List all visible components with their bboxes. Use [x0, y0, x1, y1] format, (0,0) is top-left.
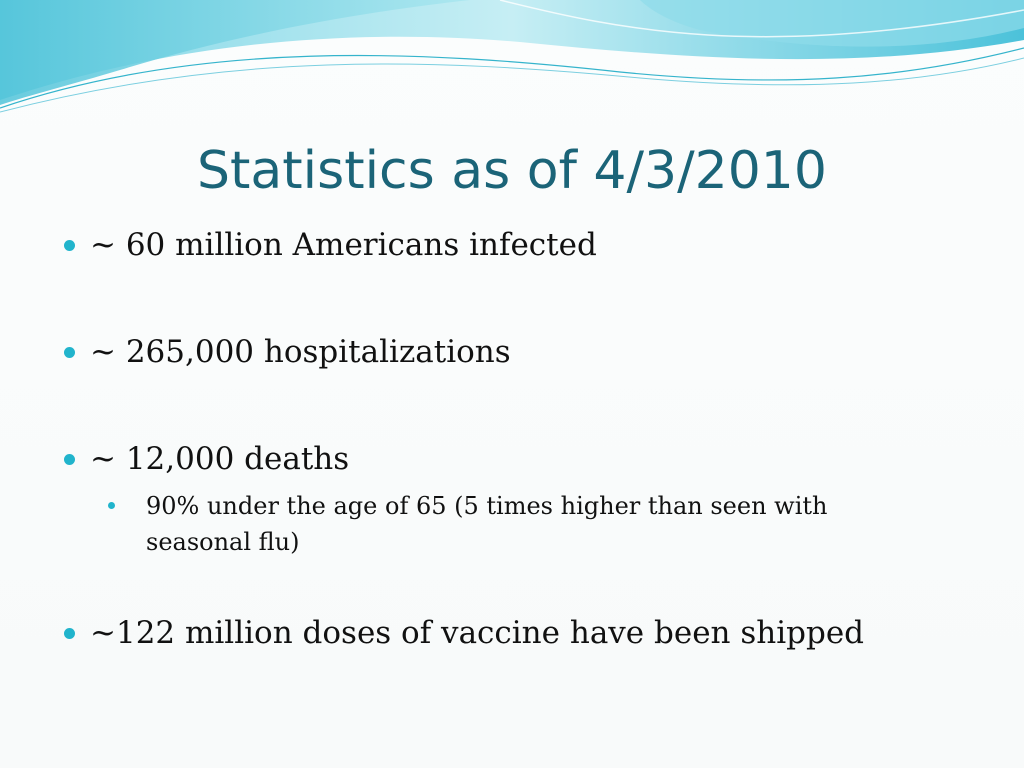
- sub-bullet-text: 90% under the age of 65 (5 times higher than seen with seasonal flu): [146, 492, 828, 556]
- bullet-text: ~ 60 million Americans infected: [90, 227, 597, 263]
- bullet-text: ~ 265,000 hospitalizations: [90, 334, 511, 370]
- wave-decoration: [0, 0, 1024, 130]
- bullet-marker-icon: [64, 454, 75, 465]
- bullet-marker-icon: [64, 240, 75, 251]
- wave-line-2: [0, 58, 1024, 112]
- slide-title: Statistics as of 4/3/2010: [197, 141, 827, 201]
- bullet-text: ~ 12,000 deaths: [90, 441, 350, 477]
- bullet-marker-icon: [64, 347, 75, 358]
- sub-bullet-marker-icon: [108, 502, 115, 509]
- bullet-text: ~122 million doses of vaccine have been shipped: [90, 615, 865, 651]
- bullet-marker-icon: [64, 628, 75, 639]
